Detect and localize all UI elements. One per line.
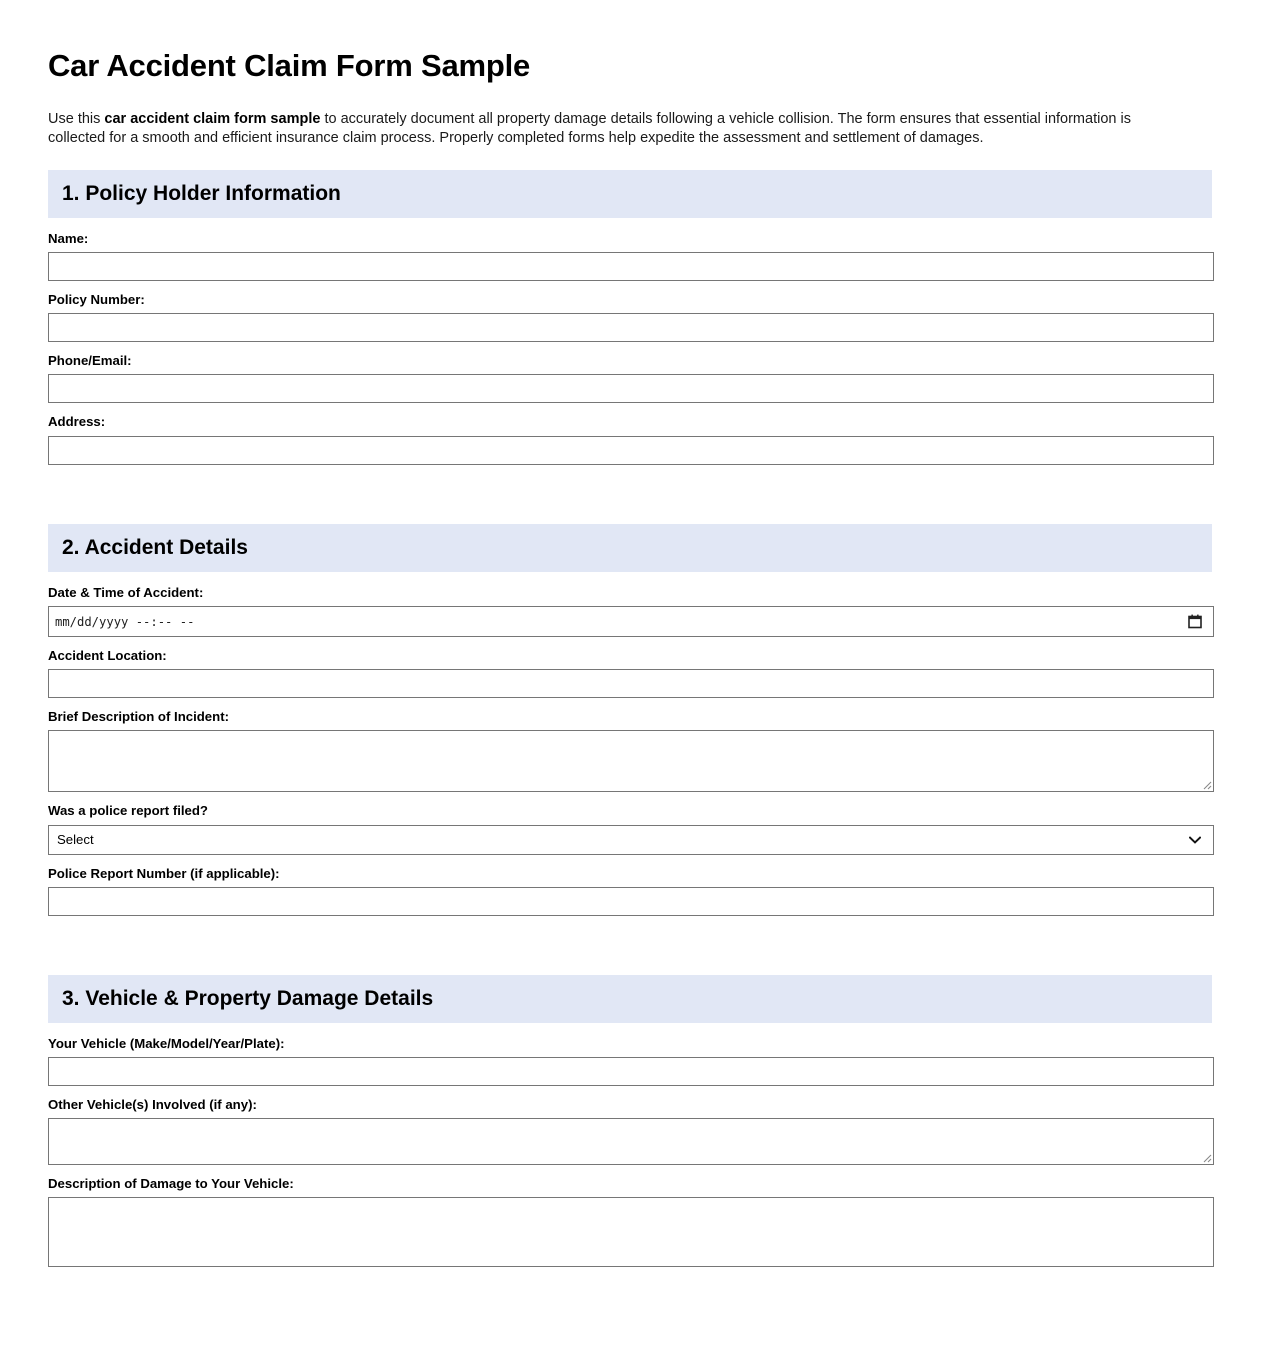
input-police-report-number[interactable]	[48, 887, 1214, 916]
label-incident-description: Brief Description of Incident:	[48, 709, 229, 725]
textarea-incident-description[interactable]	[48, 730, 1214, 792]
field-phone-email	[48, 352, 1215, 403]
section-body-accident-details	[48, 572, 1215, 916]
section-body-vehicle-damage	[48, 1023, 1215, 1267]
field-policy-number	[48, 291, 1215, 342]
label-address: Address:	[48, 414, 106, 430]
label-other-vehicles: Other Vehicle(s) Involved (if any):	[48, 1097, 257, 1113]
date-time-placeholder: mm/dd/yyyy --:-- --	[55, 614, 195, 629]
intro-prefix: Use this	[48, 110, 105, 127]
field-incident-description	[48, 708, 1215, 792]
intro-suffix: to accurately document all property damage details following a vehicle collision. The form ensures that essential information is collected for a smooth and efficient insurance claim process. Properly completed forms help expedite the assessment and settlement of damages.	[48, 110, 1131, 147]
resize-handle-icon[interactable]	[1200, 1151, 1212, 1163]
label-accident-location: Accident Location:	[48, 648, 167, 664]
section-spacer-2	[48, 926, 1215, 954]
field-accident-location	[48, 647, 1215, 698]
section-header-vehicle-damage: 3. Vehicle & Property Damage Details	[48, 975, 1212, 1023]
field-name	[48, 230, 1215, 281]
field-your-vehicle	[48, 1035, 1215, 1086]
label-date-time: Date & Time of Accident:	[48, 584, 204, 600]
select-police-report-filed[interactable]	[48, 825, 1214, 855]
calendar-icon[interactable]	[1188, 614, 1202, 629]
intro-paragraph	[48, 110, 1188, 149]
label-police-report-filed: Was a police report filed?	[48, 803, 208, 819]
section-body-policy-holder	[48, 218, 1215, 465]
section-header-accident-details: 2. Accident Details	[48, 524, 1212, 572]
page-title: Car Accident Claim Form Sample	[48, 48, 531, 83]
input-phone-email[interactable]	[48, 374, 1214, 403]
input-name[interactable]	[48, 252, 1214, 281]
section-spacer-1	[48, 475, 1215, 503]
field-damage-description	[48, 1175, 1215, 1267]
input-your-vehicle[interactable]	[48, 1057, 1214, 1086]
input-address[interactable]	[48, 436, 1214, 465]
input-policy-number[interactable]	[48, 313, 1214, 342]
label-policy-number: Policy Number:	[48, 292, 145, 308]
field-other-vehicles	[48, 1096, 1215, 1165]
section-header-policy-holder: 1. Policy Holder Information	[48, 170, 1212, 218]
label-damage-description: Description of Damage to Your Vehicle:	[48, 1176, 294, 1192]
field-police-report-number	[48, 865, 1215, 916]
intro-bold-phrase: car accident claim form sample	[104, 110, 321, 127]
field-police-report-filed	[48, 802, 1215, 854]
label-police-report-number: Police Report Number (if applicable):	[48, 865, 280, 881]
textarea-damage-description[interactable]	[48, 1197, 1214, 1267]
textarea-other-vehicles[interactable]	[48, 1118, 1214, 1165]
label-your-vehicle: Your Vehicle (Make/Model/Year/Plate):	[48, 1035, 285, 1051]
field-address	[48, 413, 1215, 464]
field-date-time	[48, 584, 1215, 637]
input-date-time[interactable]	[48, 606, 1214, 637]
label-phone-email: Phone/Email:	[48, 353, 132, 369]
select-police-report-value: Select	[57, 832, 94, 848]
chevron-down-icon[interactable]	[1189, 836, 1201, 844]
label-name: Name:	[48, 231, 89, 247]
input-accident-location[interactable]	[48, 669, 1214, 698]
resize-handle-icon[interactable]	[1200, 778, 1212, 790]
